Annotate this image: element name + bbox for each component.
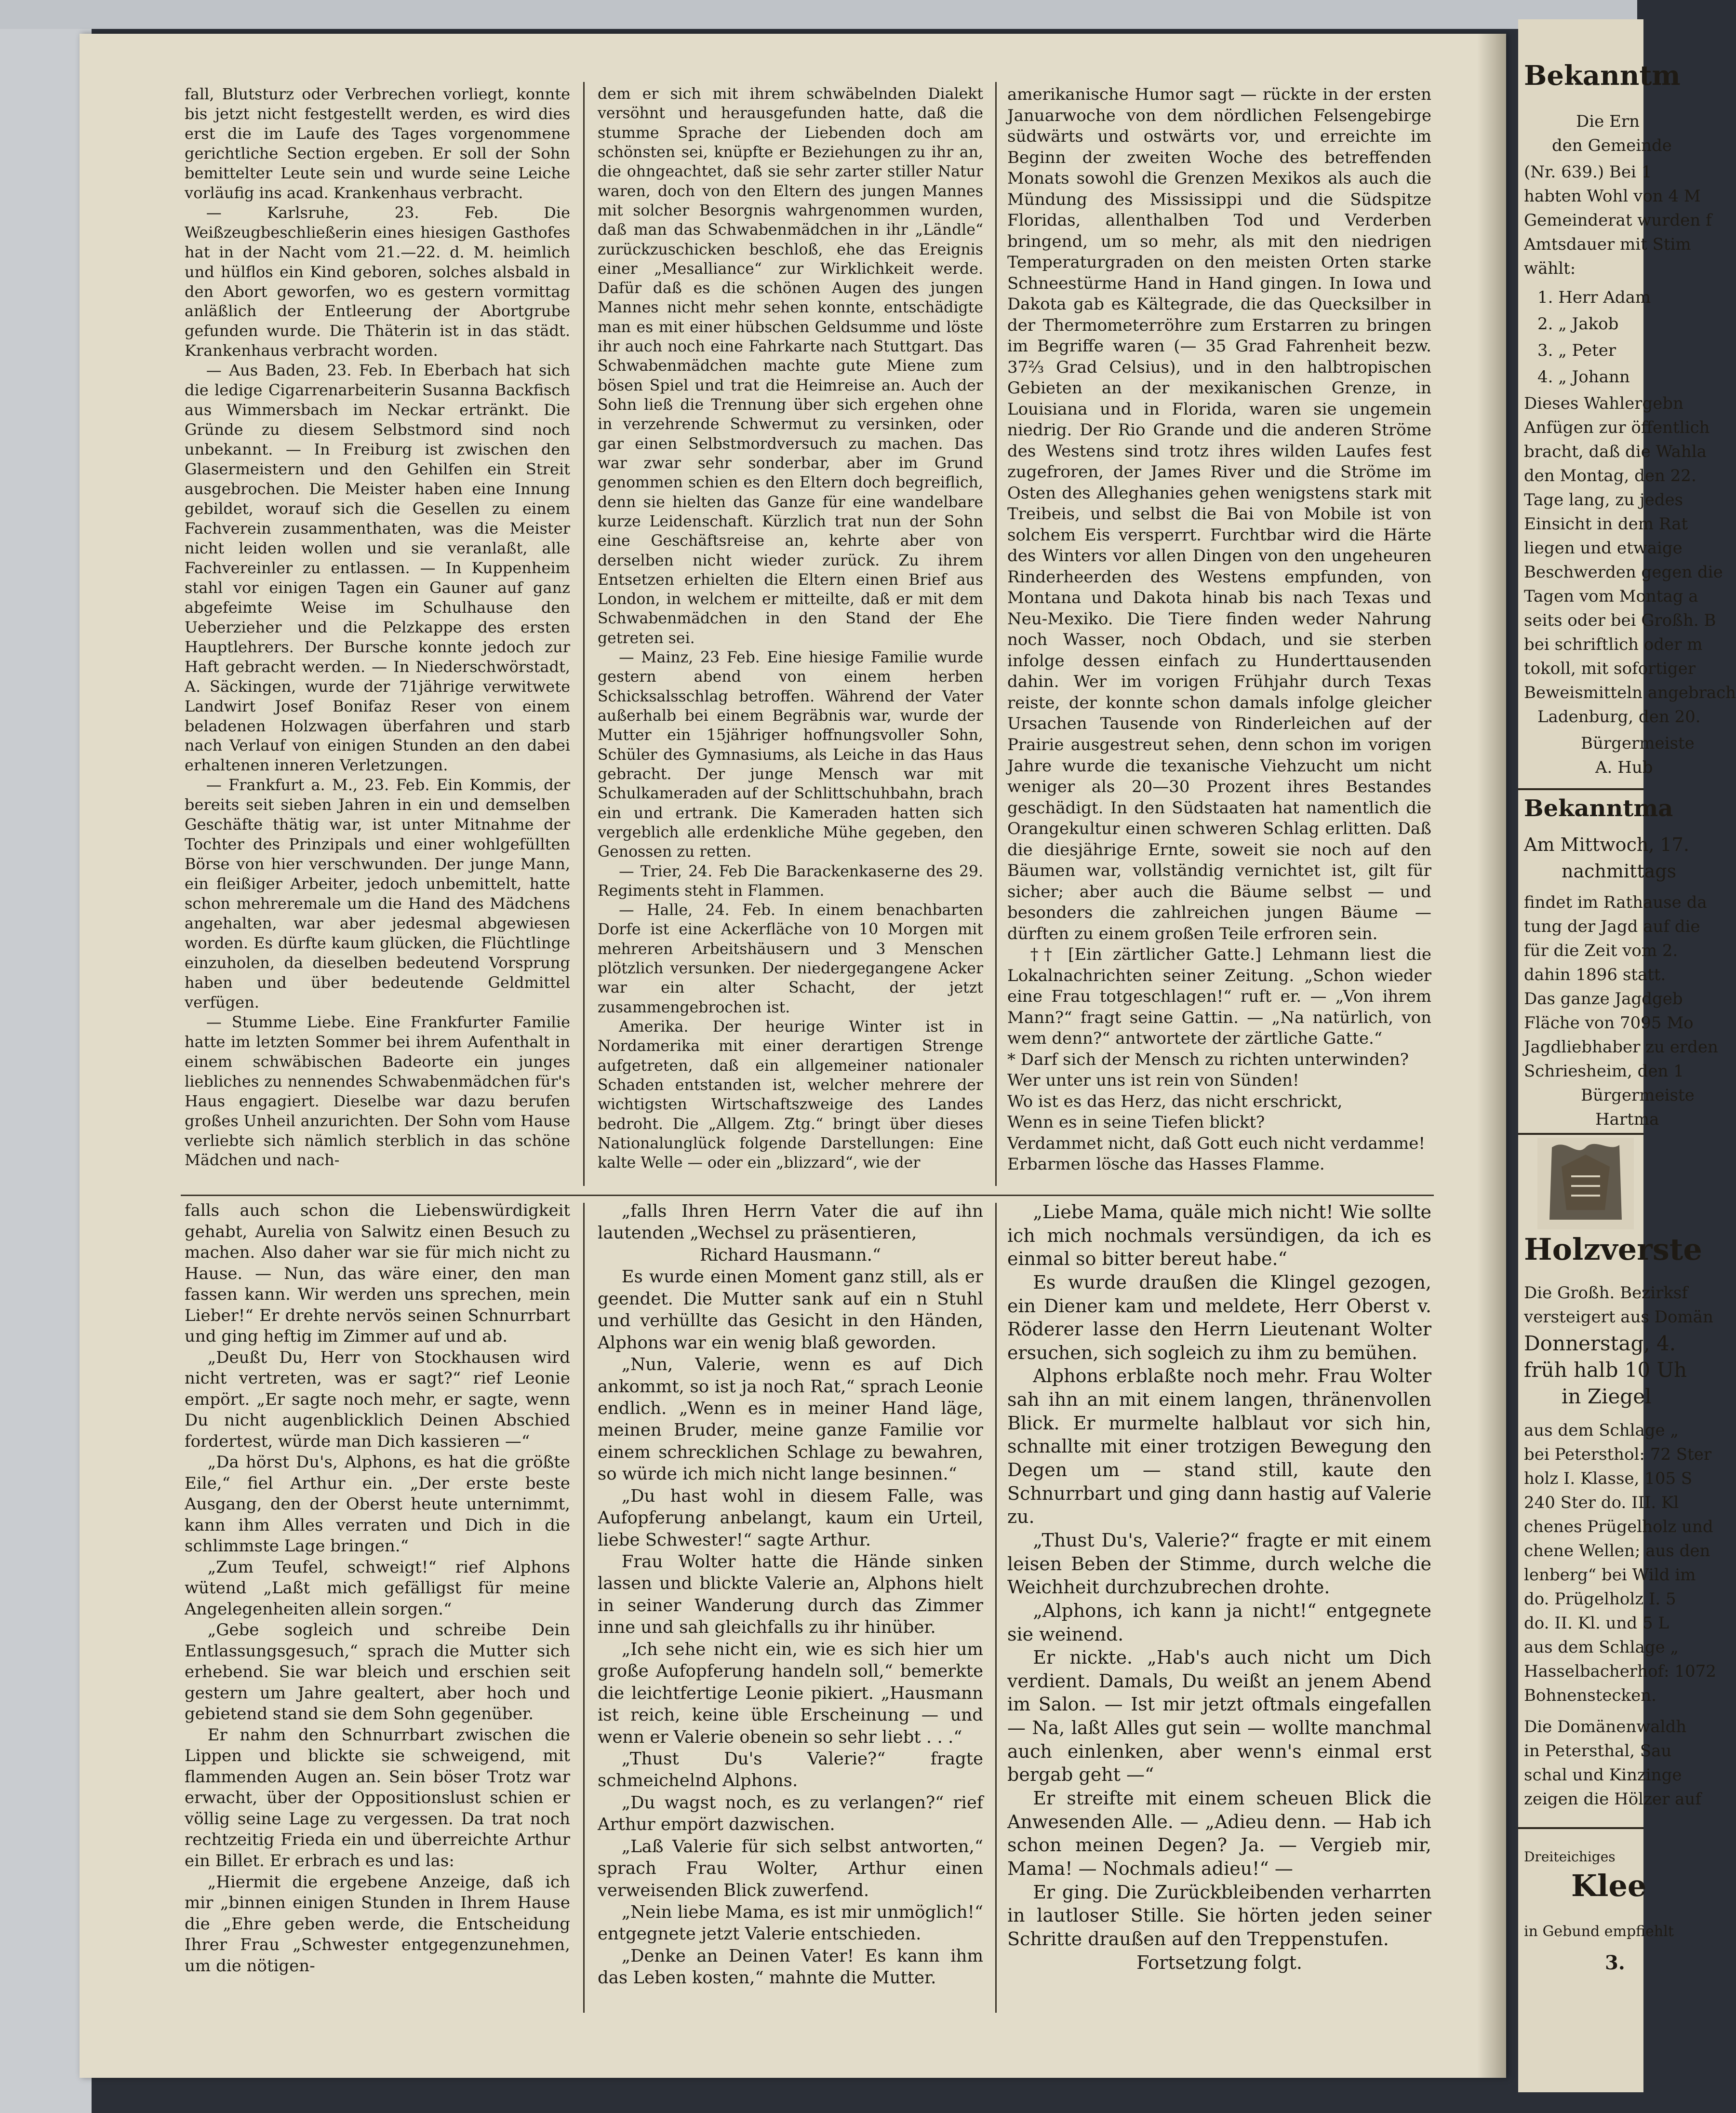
ad-line: Hartma	[1595, 1110, 1659, 1129]
ad-line: tokoll, mit sofortiger	[1524, 659, 1696, 678]
ad-line: nachmittags	[1562, 861, 1677, 882]
story-paragraph: „falls Ihren Herrn Vater die auf ihn lautenden „Wechsel zu präsentieren,	[598, 1201, 983, 1243]
ad-line: versteigert aus Domän	[1524, 1307, 1713, 1327]
ad-line: aus dem Schlage „	[1524, 1638, 1679, 1657]
story-paragraph: „Thust Du's, Valerie?“ fragte er mit einem leisen Beben der Stimme, durch welche die Weichheit durchzubrechen drohte.	[1007, 1529, 1431, 1598]
story-paragraph: „Alphons, ich kann ja nicht!“ entgegnete sie weinend.	[1007, 1600, 1431, 1645]
news-item-baden: — Aus Baden, 23. Feb. In Eberbach hat sich die ledige Cigarrenarbeiterin Susanna Backfisch aus Wimmersbach im Neckar ertränkt. Die Gründe zu diesem Selbstmord sind noch unbekannt. — In Freiburg ist zwischen den Glasermeistern und den Gehilfen ein Streit ausgebrochen. Die Meister haben eine Innung gebildet, worauf sich die Gesellen zu einem Fachverein zusammenthaten, was die Meister nicht leiden wollen und sie veranlaßt, alle Fachvereinler zu entlassen. — In Kuppenheim stahl vor einigen Tagen ein Gauner auf ganz abgefeimte Weise im Schulhause den Ueberzieher und die Pelzkappe des ersten Hauptlehrers. Der Bursche konnte jedoch zur Haft gebracht werden. — In Niederschwörstadt, A. Säckingen, wurde der 71jährige verwitwete Landwirt Josef Bonifaz Reser von einem beladenen Holzwagen überfahren und starb nach Verlauf von einigen Stunden an den dabei erhaltenen inneren Verletzungen.	[185, 361, 570, 775]
ad-line: 240 Ster do. III. Kl	[1524, 1493, 1679, 1512]
ad-line: Bürgermeiste	[1581, 734, 1695, 753]
ad-line: A. Hub	[1595, 758, 1653, 777]
ad-line: bei schriftlich oder m	[1524, 635, 1703, 654]
story-paragraph: „Hiermit die ergebene Anzeige, daß ich mir „binnen einigen Stunden in Ihrem Hause die „Ehre geben werde, die Entscheidung Ihrer Frau „Schwester entgegenzunehmen, um die nötigen-	[185, 1872, 570, 1976]
ad-line: Bürgermeiste	[1581, 1086, 1695, 1105]
story-paragraph: „Denke an Deinen Vater! Es kann ihm das Leben kosten,“ mahnte die Mutter.	[598, 1946, 983, 1988]
news-item-anecdote: †† [Ein zärtlicher Gatte.] Lehmann liest die Lokalnachrichten seiner Zeitung. „Schon wieder eine Frau totgeschlagen!“ ruft er. — „Von ihrem Mann?“ fragt seine Gattin. — „Na natürlich, von wem denn?“ antwortete der zärtliche Gatte.“	[1007, 945, 1431, 1049]
ad-line: Die Großh. Bezirksf	[1524, 1283, 1688, 1303]
poem-line: * Darf sich der Mensch zu richten unterwinden?	[1007, 1050, 1409, 1069]
news-item-halle: — Halle, 24. Feb. In einem benachbarten Dorfe ist eine Ackerfläche von 10 Morgen mit mehreren Arbeitshäusern und 3 Menschen plötzlich versunken. Der niedergegangene Acker war ein alter Schacht, der jetzt zusammengebrochen ist.	[598, 902, 983, 1016]
ad-line: lenberg“ bei Wild im	[1524, 1565, 1696, 1585]
ad-line: findet im Rathause da	[1524, 893, 1707, 912]
ad-line: chene Wellen; aus den	[1524, 1541, 1710, 1561]
ad-divider	[1518, 1133, 1643, 1135]
continuation-note: Fortsetzung folgt.	[1136, 1951, 1302, 1973]
ad-line: Dieses Wahlergebn	[1524, 394, 1684, 413]
poem-line: Wenn es in seine Tiefen blickt?	[1007, 1113, 1265, 1132]
ad-line: schal und Kinzinge	[1524, 1765, 1682, 1785]
ad-line: liegen und etwaige	[1524, 538, 1683, 558]
ad-line: Einsicht in dem Rat	[1524, 514, 1688, 534]
ad-line: holz I. Klasse, 105 S	[1524, 1469, 1693, 1488]
ad-line: 4. „ Johann	[1537, 367, 1630, 387]
story-paragraph: Alphons erblaßte noch mehr. Frau Wolter sah ihn an mit einem langen, thränenvollen Blick. Er murmelte halblaut vor sich hin, schnallte mit einer trotzigen Bewegung den Degen um — stand still, kaute den Schnurrbart und ging dann hastig auf Valerie zu.	[1007, 1365, 1431, 1528]
ad-line: wählt:	[1524, 259, 1576, 278]
story-paragraph: „Gebe sogleich und schreibe Dein Entlassungsgesuch,“ sprach die Mutter sich erhebend. Sie war bleich und erschien seit gestern um Jahre gealtert, aber hoch und gebietend stand sie dem Sohn gegenüber.	[185, 1620, 570, 1724]
ad-line: do. II. Kl. und 5 L	[1524, 1614, 1669, 1633]
ad-line: Ladenburg, den 20.	[1537, 707, 1701, 727]
ad-line: (Nr. 639.) Bei 1	[1524, 162, 1652, 182]
story-paragraph: Es wurde einen Moment ganz still, als er geendet. Die Mutter sank auf ein n Stuhl und verhüllte das Gesicht in den Händen, Alphons war ein wenig blaß geworden.	[598, 1267, 983, 1353]
ad-line: Fläche von 7095 Mo	[1524, 1013, 1694, 1033]
ad-line: früh halb 10 Uh	[1524, 1358, 1687, 1382]
ad-line: chenes Prügelholz und	[1524, 1517, 1713, 1536]
ad-line: Gemeinderat wurden f	[1524, 211, 1712, 230]
story-paragraph: Es wurde draußen die Klingel gezogen, ein Diener kam und meldete, Herr Oberst v. Röderer lasse den Herrn Lieutenant Wolter ersuchen, sich sogleich zu ihm zu bemühen.	[1007, 1271, 1431, 1363]
story-paragraph: falls auch schon die Liebenswürdigkeit gehabt, Aurelia von Salwitz einen Besuch zu machen. Also daher war sie für mich nicht zu Hause. — Nun, das wäre einer, den man fassen kann. Wir werden uns sprechen, mein Lieber!“ Er drehte nervös seinen Schnurrbart und ging heftig im Zimmer auf und ab.	[185, 1201, 570, 1346]
story-paragraph: Er nahm den Schnurrbart zwischen die Lippen und blickte sie schweigend, mit flammenden Augen an. Sein böser Trotz war erwacht, über der Oppositionslust schien er völlig seine Lage zu vergessen. Da trat noch rechtzeitig Frieda ein und überreichte Arthur ein Billet. Er erbrach es und las:	[185, 1725, 570, 1871]
newspaper-page	[80, 34, 1506, 2078]
adjacent-page-ads	[1518, 19, 1736, 2092]
story-column-3	[1007, 1200, 1431, 1974]
news-item-mainz: — Mainz, 23 Feb. Eine hiesige Familie wurde gestern abend von einem herben Schicksalsschlag betroffen. Während der Vater außerhalb bei einem Begräbnis war, wurde der Mutter ein 15jähriger hoffnungsvoller Sohn, Schüler des Gymnasiums, als Leiche in das Haus gebracht. Der junge Mensch war mit Schulkameraden auf der Schlittschuhbahn, brach ein und ertrank. Die Kameraden hatten sich vergeblich alle erdenkliche Mühe gegeben, den Genossen zu retten.	[598, 649, 983, 861]
column-divider	[995, 82, 997, 1186]
ad-line: für die Zeit vom 2.	[1524, 941, 1678, 960]
ad-line: Hasselbacherhof: 1072	[1524, 1662, 1716, 1681]
ad-heading: Klee	[1571, 1868, 1647, 1903]
ad-line: 1. Herr Adam	[1537, 288, 1651, 307]
ad-line: Die Domänenwaldh	[1524, 1717, 1687, 1736]
story-column-1	[185, 1200, 570, 1977]
story-paragraph: „Nun, Valerie, wenn es auf Dich ankommt, so ist ja noch Rat,“ sprach Leonie endlich. „Wenn es in meiner Hand läge, meinen Bruder, meine ganze Familie vor einem schrecklichen Schlage zu bewahren, so würde ich mich nicht lange besinnen.“	[598, 1355, 983, 1484]
ad-line: dahin 1896 statt.	[1524, 965, 1666, 984]
poem-line: Wer unter uns ist rein von Sünden!	[1007, 1071, 1299, 1090]
ad-line: Tagen vom Montag a	[1524, 587, 1698, 606]
story-paragraph: „Liebe Mama, quäle mich nicht! Wie sollte ich mich nochmals versündigen, da ich es einmal so bitter bereut habe.“	[1007, 1201, 1431, 1270]
ad-line: Jagdliebhaber zu erden	[1524, 1037, 1718, 1057]
story-paragraph: Er nickte. „Hab's auch nicht um Dich verdient. Damals, Du weißt an jenem Abend im Salon. — Ist mir jetzt oftmals eingefallen — Na, laßt Alles gut sein — wollte manchmal auch einlenken, aber wenn's einmal erst bergab geht —“	[1007, 1647, 1431, 1786]
news-item-amerika: Amerika. Der heurige Winter ist in Nordamerika mit einer derartigen Strenge aufgetreten, daß ein allgemeiner nationaler Schaden entstanden ist, welcher mehrere der wichtigsten Wirtschaftszweige des Landes bedroht. Die „Allgem. Ztg.“ bringt über dieses Nationalunglück folgende Darstellungen: Eine kalte Welle — oder ein „blizzard“, wie der	[598, 1018, 983, 1172]
news-item-trier: — Trier, 24. Feb Die Barackenkaserne des 29. Regiments steht in Flammen.	[598, 862, 983, 900]
story-paragraph: Frau Wolter hatte die Hände sinken lassen und blickte Valerie an, Alphons hielt in seiner Wanderung durch das Zimmer inne und sah gleichfalls zu ihr hinüber.	[598, 1552, 983, 1638]
news-item-frankfurt: — Frankfurt a. M., 23. Feb. Ein Kommis, der bereits seit sieben Jahren in ein und demselben Geschäfte thätig war, ist unter Mitnahme der Tochter des Prinzipals und einer wohlgefüllten Börse von hier verschwunden. Der junge Mann, ein fleißiger Arbeiter, jedoch unbemittelt, hatte schon mehreremale um die Hand des Mädchens angehalten, war aber jedesmal abgewiesen worden. Es dürfte kaum glücken, die Flüchtlinge einzuholen, da dieselben bedeutend Vorsprung haben und über bedeutende Geldmittel verfügen.	[185, 776, 570, 1011]
ad-line: 2. „ Jakob	[1537, 314, 1619, 334]
ad-line: Dreiteichiges	[1524, 1849, 1616, 1865]
ad-line: den Montag, den 22.	[1524, 466, 1696, 485]
ad-line: bei Petersthol: 72 Ster	[1524, 1445, 1712, 1464]
news-paragraph: amerikanische Humor sagt — rückte in der ersten Januarwoche von dem nördlichen Felsengebirge südwärts und ostwärts vor, und erreichte im Beginn der zweiten Woche des betreffenden Monats sowohl die Grenzen Mexikos als auch die Mündung des Mississippi und die Südspitze Floridas, allenthalben Tod und Verderben bringend, um so mehr, als mit den niedrigen Temperaturgraden on den meisten Orten starke Schneestürme Hand in Hand gingen. In Iowa und Dakota gab es Kältegrade, die das Quecksilber in der Thermometerröhre zum Erstarren zu bringen im Begriffe waren (— 35 Grad Fahrenheit bezw. 37⅔ Grad Celsius), und in den halbtropischen Gebieten an der mexikanischen Grenze, in Louisiana und in Florida, waren sie ungemein niedrig. Der Rio Grande und die anderen Ströme des Westens sind trotz ihres wilden Laufes fest zugefroren, der James River und die Ströme im Osten des Alleghanies gehen wenigstens stark mit Treibeis, und selbst die Bai von Mobile ist von solchem Eis versperrt. Furchtbar wird die Härte des Winters vor allen Dingen von den ungeheuren Rinderheerden des Westens empfunden, von Montana und Dakota hinab bis nach Texas und Neu-Mexiko. Die Tiere finden weder Nahrung noch Wasser, noch Obdach, und sie sterben infolge dessen einfach zu Hunderttausenden dahin. Wer im vorigen Frühjahr durch Texas reiste, der konnte schon damals infolge gleicher Ursachen Tausende von Rinderleichen auf der Prairie ausgestreut sehen, denn schon im vorigen Jahre wurde die texanische Viehzucht um nicht weniger als 20—30 Prozent ihres Bestandes geschädigt. In den Südstaaten hat namentlich die Orangekultur einen schweren Schlag erlitten. Daß die diesjährige Ernte, soweit sie noch auf den Bäumen war, vollständig vernichtet ist, gilt für sicher; aber auch die Bäume selbst — und besonders die zahlreichen jungen Bäume — dürften zu einem großen Teile erfroren sein.	[1007, 85, 1431, 943]
column-divider	[995, 1203, 997, 2013]
news-paragraph: dem er sich mit ihrem schwäbelnden Dialekt versöhnt und herausgefunden hatte, daß die stumme Sprache der Liebenden doch am schönsten sei, knüpfte er Beziehungen zu ihr an, die ohngeachtet, daß sie sehr zarter stiller Natur waren, doch von den Eltern des jungen Mannes mit solcher Besorgnis wahrgenommen wurden, daß man das Schwabenmädchen in ihr „Ländle“ zurückzuschicken beschloß, ehe das Ereignis einer „Mesalliance“ zur Wirklichkeit werde. Dafür daß es die schönen Augen des jungen Mannes nicht mehr sehen konnte, entschädigte man es mit einer hübschen Geldsumme und löste ihr auch noch eine Fahrkarte nach Stuttgart. Das Schwabenmädchen machte gute Miene zum bösen Spiel und trat die Heimreise an. Auch der Sohn ließ die Trennung über sich ergehen ohne in verzehrende Schwermut zu versinken, oder gar einen Selbstmordversuch zu machen. Das war zwar sehr sonderbar, aber im Grund genommen schien es den Eltern doch begreiflich, denn sie hielten das Ganze für eine wandelbare kurze Leidenschaft. Kürzlich trat nun der Sohn eine Geschäftsreise an, kehrte aber von derselben nicht wieder zurück. Zu ihrem Entsetzen erhielten die Eltern einen Brief aus London, in welchem er mitteilte, daß er mit dem Schwabenmädchen in den Stand der Ehe getreten sei.	[598, 85, 983, 647]
story-signature: Richard Hausmann.“	[699, 1245, 881, 1265]
ad-line: do. Prügelholz I. 5	[1524, 1589, 1676, 1609]
ad-line: zeigen die Hölzer auf	[1524, 1790, 1701, 1809]
column-divider	[583, 82, 585, 1186]
story-paragraph: „Ich sehe nicht ein, wie es sich hier um große Aufopferung handeln soll,“ bemerkte die leichtfertige Leonie pikiert. „Hausmann ist reich, keine üble Erscheinung — und wenn er Valerie obenein so sehr liebt . . .“	[598, 1639, 983, 1747]
poem-line: Wo ist es das Herz, das nicht erschrickt,	[1007, 1091, 1343, 1111]
ad-line: Am Mittwoch, 17.	[1524, 834, 1689, 855]
ad-divider	[1518, 788, 1643, 790]
story-paragraph: Er streifte mit einem scheuen Blick die Anwesenden Alle. — „Adieu denn. — Hab ich schon meinen Degen? Ja. — Vergieb mir, Mama! — Nochmals adieu!“ —	[1007, 1788, 1431, 1879]
ad-line: tung der Jagd auf die	[1524, 917, 1700, 936]
ad-line: Amtsdauer mit Stim	[1524, 235, 1691, 254]
story-paragraph: „Da hörst Du's, Alphons, es hat die größte Eile,“ fiel Arthur ein. „Der erste beste Ausgang, den der Oberst heute unternimmt, kann ihm Alles verraten und Dich in die schlimmste Lage bringen.“	[185, 1453, 570, 1556]
news-column-3	[1007, 84, 1431, 1175]
ad-line: in Ziegel	[1562, 1385, 1652, 1408]
ad-line: Beweismitteln angebrach	[1524, 683, 1736, 702]
ad-line: Bohnenstecken.	[1524, 1686, 1656, 1705]
ad-line: Beschwerden gegen die	[1524, 563, 1723, 582]
ad-heading: Bekanntma	[1524, 795, 1673, 822]
news-item-karlsruhe: — Karlsruhe, 23. Feb. Die Weißzeugbeschließerin eines hiesigen Gasthofes hat in der Nacht vom 21.—22. d. M. heimlich und hülflos ein Kind geboren, solches alsbald in den Abort geworfen, wo es gestern vormittag anläßlich der Entleerung der Abortgrube gefunden wurde. Die Thäterin ist in das städt. Krankenhaus verbracht worden.	[185, 203, 570, 360]
story-paragraph: „Thust Du's Valerie?“ fragte schmeichelnd Alphons.	[598, 1749, 983, 1791]
forestry-ornament-image	[1537, 1138, 1634, 1229]
story-paragraph: „Du wagst noch, es zu verlangen?“ rief Arthur empört dazwischen.	[598, 1792, 983, 1835]
news-column-2	[598, 84, 983, 1173]
news-item-stumme-liebe: — Stumme Liebe. Eine Frankfurter Familie hatte im letzten Sommer bei ihrem Aufenthalt in einem schwäbischen Badeorte ein junges liebliches zu nennendes Schwabenmädchen für's Haus engagiert. Dieselbe war dazu berufen großes Unheil anzurichten. Der Sohn vom Hause verliebte sich nämlich sterblich in das schöne Mädchen und nach-	[185, 1012, 570, 1170]
ad-line: Anfügen zur öffentlich	[1524, 418, 1710, 437]
ad-heading: Bekanntm	[1524, 60, 1681, 92]
ad-line: Donnerstag, 4.	[1524, 1332, 1676, 1355]
ad-line: in Petersthal, Sau	[1524, 1741, 1672, 1761]
ad-line: 3. „ Peter	[1537, 341, 1616, 360]
story-paragraph: „Zum Teufel, schweigt!“ rief Alphons wütend „Laßt mich gefälligst für meine Angelegenheiten allein sorgen.“	[185, 1557, 570, 1619]
ad-line: 3.	[1605, 1951, 1625, 1974]
scanner-board	[0, 0, 92, 2113]
news-column-1	[185, 84, 570, 1170]
column-divider	[583, 1203, 585, 2013]
ad-heading: Holzverste	[1524, 1232, 1702, 1267]
ad-line: bracht, daß die Wahla	[1524, 442, 1707, 461]
story-paragraph: „Laß Valerie für sich selbst antworten,“ sprach Frau Wolter, Arthur einen verweisenden Blick zuwerfend.	[598, 1836, 983, 1900]
ad-divider	[1518, 1827, 1643, 1829]
ad-line: in Gebund empfiehlt	[1524, 1923, 1674, 1940]
ad-line: habten Wohl von 4 M	[1524, 187, 1701, 206]
ad-line: seits oder bei Großh. B	[1524, 611, 1716, 630]
story-paragraph: „Nein liebe Mama, es ist mir unmöglich!“ entgegnete jetzt Valerie entschieden.	[598, 1902, 983, 1944]
section-divider	[181, 1195, 1434, 1196]
poem-line: Verdammet nicht, daß Gott euch nicht verdamme!	[1007, 1133, 1426, 1153]
ad-line: Die Ern	[1576, 112, 1640, 131]
ad-line: Das ganze Jagdgeb	[1524, 989, 1683, 1009]
story-paragraph: „Du hast wohl in diesem Falle, was Aufopferung anbelangt, kaum ein Urteil, liebe Schwester!“ sagte Arthur.	[598, 1486, 983, 1550]
story-column-2	[598, 1200, 983, 1989]
ad-line: den Gemeinde	[1552, 136, 1672, 155]
scanner-board-top	[0, 0, 1637, 29]
news-paragraph: fall, Blutsturz oder Verbrechen vorliegt, konnte bis jetzt nicht festgestellt werden, es wird dies erst die im Laufe des Tages vorgenommene gerichtliche Section ergeben. Er soll der Sohn bemittelter Leute sein und wurde seine Leiche vorläufig ins acad. Krankenhaus verbracht.	[185, 85, 570, 202]
ad-line: aus dem Schlage „	[1524, 1421, 1679, 1440]
story-paragraph: „Deußt Du, Herr von Stockhausen wird nicht vertreten, was er sagt?“ rief Leonie empört. „Er sagte noch mehr, er sagte, wenn Du nicht augenblicklich Deinen Abschied fordertest, würde man Dich kassieren —“	[185, 1347, 570, 1451]
ad-line: Tage lang, zu jedes	[1524, 490, 1683, 510]
ad-line: Schriesheim, den 1	[1524, 1062, 1684, 1081]
story-paragraph: Er ging. Die Zurückbleibenden verharrten in lautloser Stille. Sie hörten jeden seiner Schritte draußen auf den Treppenstufen.	[1007, 1881, 1431, 1950]
poem-line: Erbarmen lösche das Hasses Flamme.	[1007, 1155, 1325, 1174]
